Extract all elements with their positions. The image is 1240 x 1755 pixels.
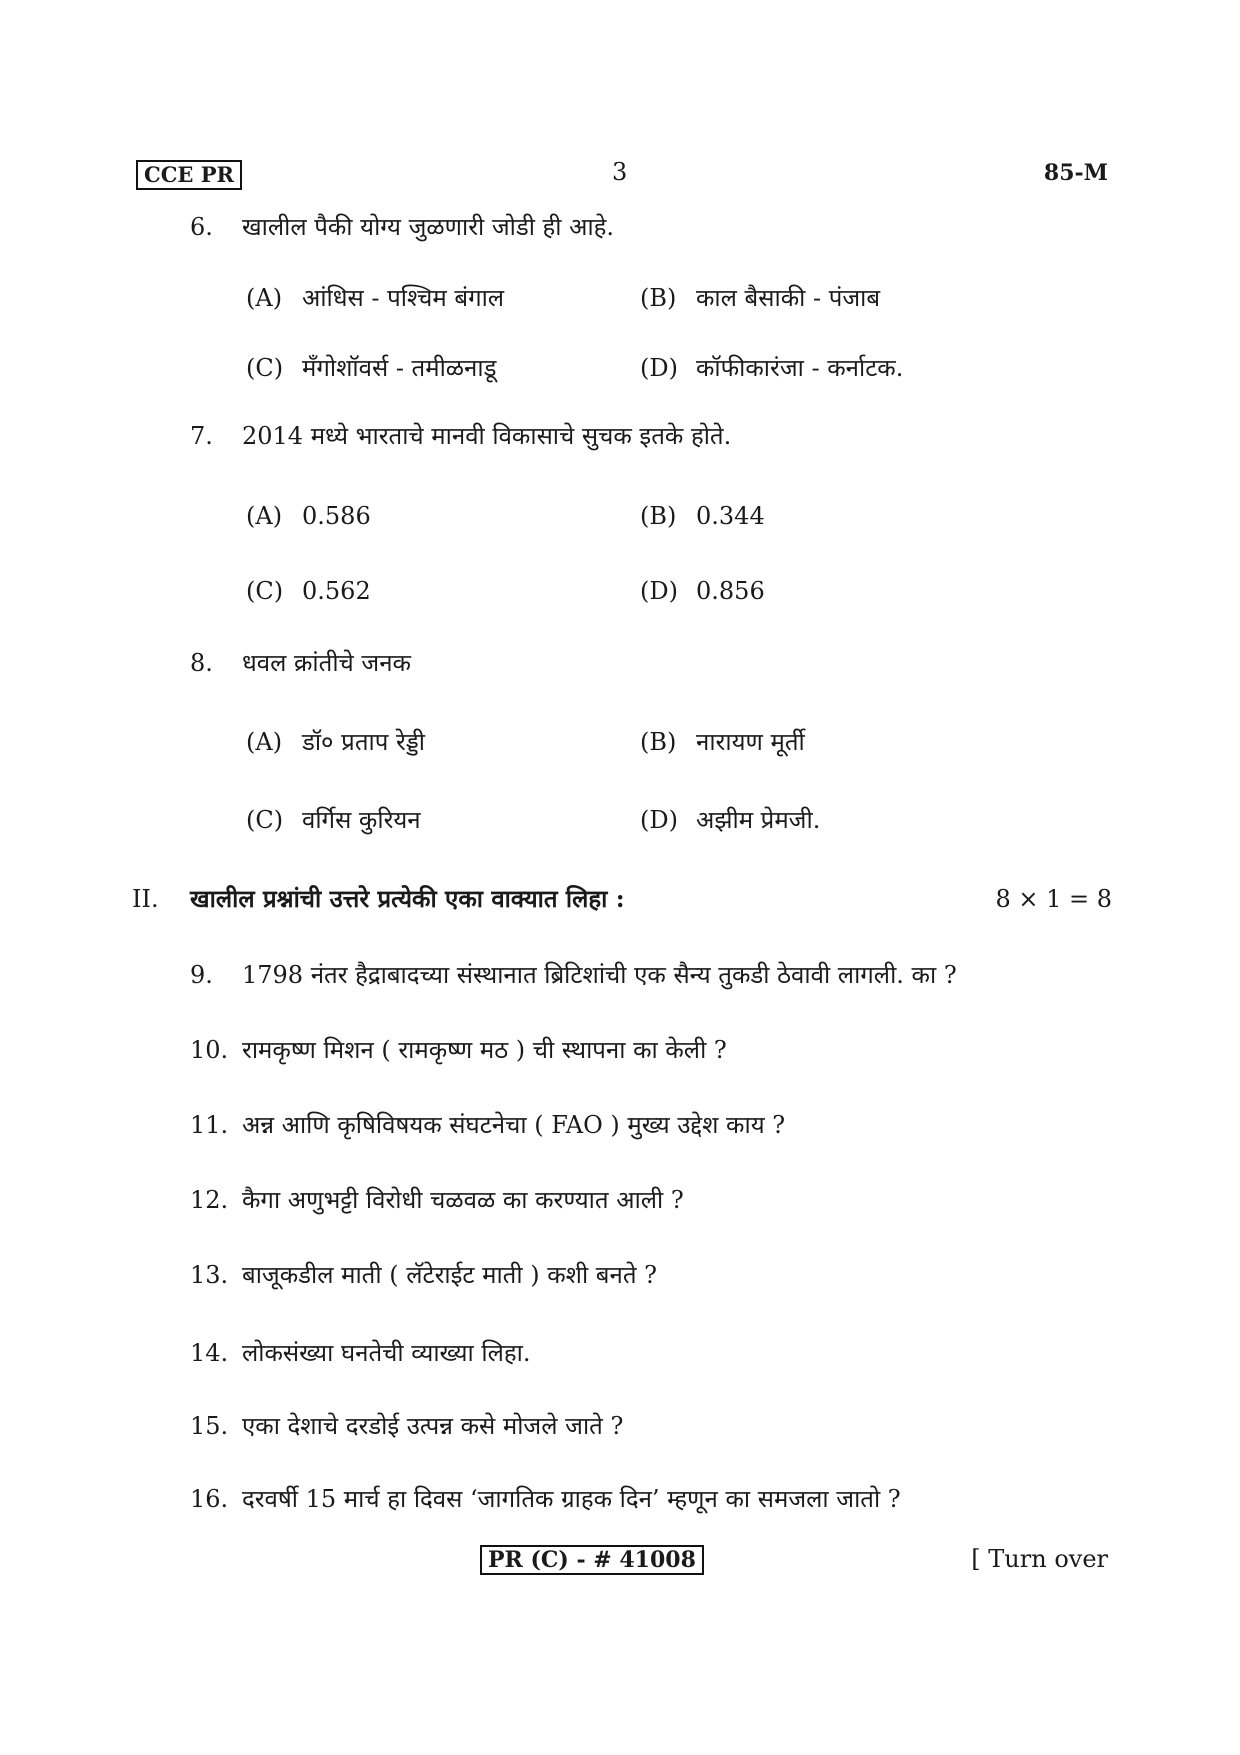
question-11: 11. अन्न आणि कृषिविषयक संघटनेचा ( FAO ) मुख्य उद्देश काय ? (190, 1111, 786, 1139)
question-6 (190, 212, 614, 242)
question-14: 14. लोकसंख्या घनतेची व्याख्या लिहा. (190, 1339, 531, 1367)
question-number: 8. (190, 649, 213, 677)
option-6d: (D) कॉफीकारंजा - कर्नाटक. (640, 354, 904, 382)
option-8b: (B) नारायण मूर्ती (640, 728, 805, 756)
option-7c: (C) 0.562 (246, 577, 371, 605)
paper-code: 85-M (1043, 160, 1108, 186)
question-number: 6. (190, 213, 213, 241)
question-number: 7. (190, 422, 213, 450)
question-15: 15. एका देशाचे दरडोई उत्पन्न कसे मोजले जाते ? (190, 1412, 624, 1440)
option-7d: (D) 0.856 (640, 577, 765, 605)
turn-over: [ Turn over (971, 1545, 1108, 1573)
option-7a: (A) 0.586 (246, 502, 371, 530)
option-7b: (B) 0.344 (640, 502, 765, 530)
section-heading: खालील प्रश्नांची उत्तरे प्रत्येकी एका वाक्यात लिहा : (190, 884, 625, 913)
question-text: 2014 मध्ये भारताचे मानवी विकासाचे सुचक इतके होते. (242, 422, 732, 450)
footer-code-box: PR (C) - # 41008 (480, 1545, 704, 1575)
question-text: धवल क्रांतीचे जनक (242, 649, 411, 677)
option-6a: (A) आंधिस - पश्चिम बंगाल (246, 284, 505, 312)
question-text: खालील पैकी योग्य जुळणारी जोडी ही आहे. (242, 213, 615, 241)
question-9: 9. 1798 नंतर हैद्राबादच्या संस्थानात ब्रिटिशांची एक सैन्य तुकडी ठेवावी लागली. का ? (190, 961, 957, 989)
page-number: 3 (612, 158, 628, 186)
question-7 (190, 421, 731, 451)
option-8c: (C) वर्गिस कुरियन (246, 806, 421, 834)
section-marks: 8 × 1 = 8 (995, 885, 1112, 913)
option-6c: (C) मँगोशॉवर्स - तमीळनाडू (246, 354, 497, 382)
section-number: II. (132, 885, 159, 913)
question-8 (190, 648, 411, 678)
option-8d: (D) अझीम प्रेमजी. (640, 806, 821, 834)
question-13: 13. बाजूकडील माती ( लॅटेराईट माती ) कशी बनते ? (190, 1261, 657, 1289)
question-16: 16. दरवर्षी 15 मार्च हा दिवस ‘जागतिक ग्राहक दिन’ म्हणून का समजला जातो ? (190, 1485, 901, 1513)
option-8a: (A) डॉ० प्रताप रेड्डी (246, 728, 426, 756)
question-10: 10. रामकृष्ण मिशन ( रामकृष्ण मठ ) ची स्थापना का केली ? (190, 1036, 727, 1064)
question-12: 12. कैगा अणुभट्टी विरोधी चळवळ का करण्यात आली ? (190, 1186, 684, 1214)
header-code-box: CCE PR (136, 160, 242, 190)
option-6b: (B) काल बैसाकी - पंजाब (640, 284, 881, 312)
